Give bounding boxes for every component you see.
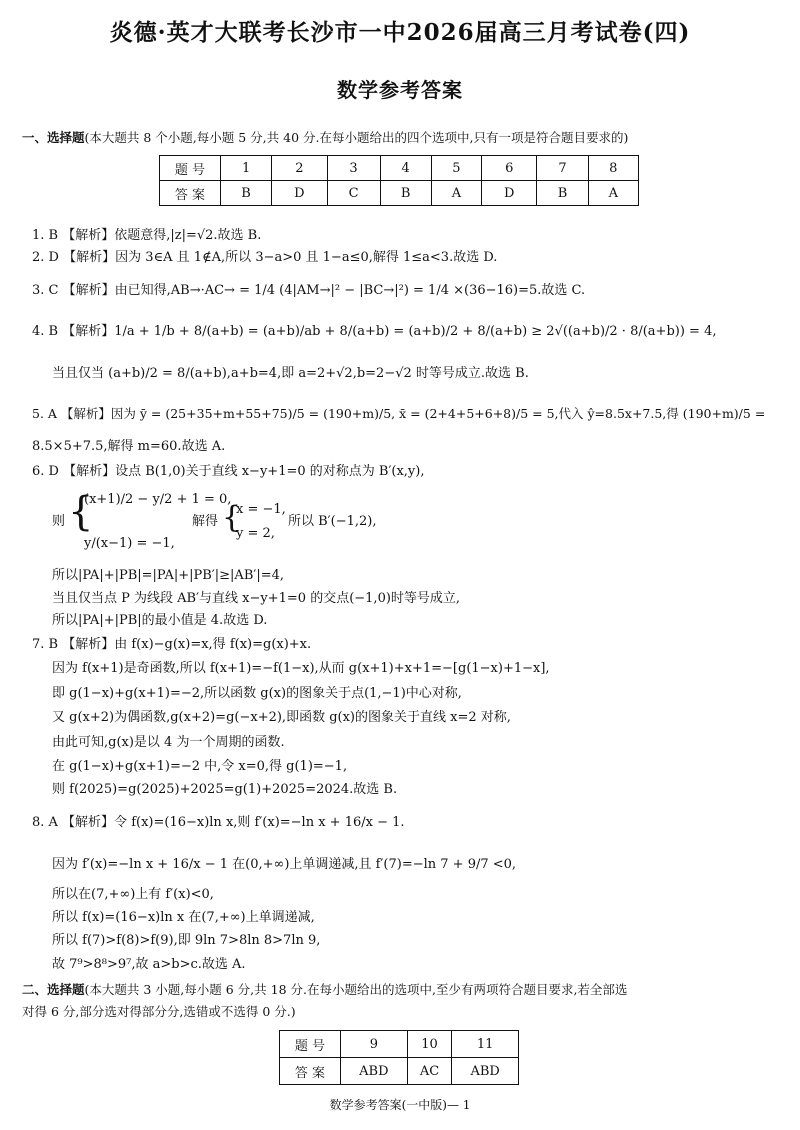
solution-q8-line1: 8. A 【解析】令 f(x)=(16−x)ln x,则 f′(x)=−ln x + 16/x − 1.	[32, 815, 405, 830]
table-cell: 6	[482, 156, 537, 181]
solution-q4-line1: 4. B 【解析】1/a + 1/b + 8/(a+b) = (a+b)/ab + 8/(a+b) = (a+b)/2 + 8/(a+b) ≥ 2√((a+b)/2 · 8/(a+b)) = 4,	[32, 324, 717, 339]
table-row-answers	[280, 1058, 519, 1085]
table-cell: C	[327, 181, 380, 206]
table-header-cell: 答 案	[160, 181, 221, 206]
solution-q6-line2: 所以|PA|+|PB|=|PA|+|PB′|≥|AB′|=4,	[52, 568, 284, 583]
solution-q6-result-y: y = 2,	[236, 526, 275, 541]
solution-q6-system-eq1: (x+1)/2 − y/2 + 1 = 0,	[84, 492, 232, 507]
section1-heading: 一、选择题	[22, 130, 85, 145]
solution-q3: 3. C 【解析】由已知得,AB→·AC→ = 1/4 (4|AM→|² − |BC→|²) = 1/4 ×(36−16)=5.故选 C.	[32, 283, 586, 298]
table-cell: AC	[407, 1058, 452, 1085]
solution-q4-line2: 当且仅当 (a+b)/2 = 8/(a+b),a+b=4,即 a=2+√2,b=2−√2 时等号成立.故选 B.	[52, 366, 529, 381]
solution-q5-line1: 5. A 【解析】因为 ȳ = (25+35+m+55+75)/5 = (190+m)/5, x̄ = (2+4+5+6+8)/5 = 5,代入 ŷ=8.5x+7.5,得 (190+m)/5 =	[32, 406, 766, 421]
solution-q7-line5: 由此可知,g(x)是以 4 为一个周期的函数.	[52, 735, 285, 750]
solution-q8-line6: 故 7⁹>8⁸>9⁷,故 a>b>c.故选 A.	[52, 957, 246, 972]
table-cell: D	[482, 181, 537, 206]
table-cell: 5	[431, 156, 481, 181]
table-cell: 4	[380, 156, 431, 181]
left-brace-icon: {	[68, 489, 94, 535]
section2-description-cont: 对得 6 分,部分选对得部分分,选错或不选得 0 分.)	[22, 1004, 296, 1019]
section2-heading-line	[22, 980, 780, 1000]
solution-q7-line7: 则 f(2025)=g(2025)+2025=g(1)+2025=2024.故选 B.	[52, 782, 398, 797]
page-title: 炎德·英才大联考长沙市一中2026届高三月考试卷(四)	[109, 19, 691, 46]
solution-q1: 1. B 【解析】依题意得,|z|=√2.故选 B.	[32, 228, 262, 243]
section1-description: (本大题共 8 个小题,每小题 5 分,共 40 分.在每小题给出的四个选项中,只有一项是符合题目要求的)	[84, 130, 629, 145]
table-cell: 1	[221, 156, 272, 181]
table-row-numbers	[160, 156, 639, 181]
section2-heading: 二、选择题	[22, 982, 85, 997]
solution-q8-line2: 因为 f′(x)=−ln x + 16/x − 1 在(0,+∞)上单调递减,且 f′(7)=−ln 7 + 9/7 <0,	[52, 857, 517, 872]
table-header-cell: 答 案	[280, 1058, 341, 1085]
solution-q2: 2. D 【解析】因为 3∈A 且 1∉A,所以 3−a>0 且 1−a≤0,解得 1≤a<3.故选 D.	[32, 250, 498, 265]
left-brace-icon: {	[222, 500, 242, 535]
solution-q7-line4: 又 g(x+2)为偶函数,g(x+2)=g(−x+2),即函数 g(x)的图象关于直线 x=2 对称,	[52, 710, 511, 725]
table-cell: B	[221, 181, 272, 206]
solution-q7-line6: 在 g(1−x)+g(x+1)=−2 中,令 x=0,得 g(1)=−1,	[52, 759, 348, 774]
table-header-cell: 题 号	[280, 1031, 341, 1058]
solution-q6-result-x: x = −1,	[236, 502, 286, 517]
table-cell: 7	[537, 156, 588, 181]
solution-q8-line4: 所以 f(x)=(16−x)ln x 在(7,+∞)上单调递减,	[52, 910, 315, 925]
table-cell: ABD	[452, 1058, 519, 1085]
solution-q8-line3: 所以在(7,+∞)上有 f′(x)<0,	[52, 887, 214, 902]
table-cell: 9	[341, 1031, 408, 1058]
section1-answer-table	[159, 155, 639, 206]
table-header-cell: 题 号	[160, 156, 221, 181]
solution-q8-line5: 所以 f(7)>f(8)>f(9),即 9ln 7>8ln 8>7ln 9,	[52, 933, 321, 948]
table-cell: 2	[272, 156, 327, 181]
table-cell: D	[272, 181, 327, 206]
table-cell: 8	[588, 156, 638, 181]
solution-q7-line3: 即 g(1−x)+g(x+1)=−2,所以函数 g(x)的图象关于点(1,−1)中心对称,	[52, 686, 462, 701]
solution-q6-solve: 解得	[192, 514, 219, 529]
table-row-answers	[160, 181, 639, 206]
solution-q7-line1: 7. B 【解析】由 f(x)−g(x)=x,得 f(x)=g(x)+x.	[32, 637, 312, 652]
solution-q5-line2: 8.5×5+7.5,解得 m=60.故选 A.	[32, 439, 226, 454]
table-cell: 3	[327, 156, 380, 181]
solution-q6-line3: 当且仅当点 P 为线段 AB′与直线 x−y+1=0 的交点(−1,0)时等号成立,	[52, 591, 461, 606]
section2-answer-table	[279, 1030, 519, 1085]
solution-q6-line1: 6. D 【解析】设点 B(1,0)关于直线 x−y+1=0 的对称点为 B′(x,y),	[32, 464, 425, 479]
solution-q6-system-eq2: y/(x−1) = −1,	[84, 536, 175, 551]
table-cell: 10	[407, 1031, 452, 1058]
table-cell: 11	[452, 1031, 519, 1058]
table-row-numbers	[280, 1031, 519, 1058]
solution-q7-line2: 因为 f(x+1)是奇函数,所以 f(x+1)=−f(1−x),从而 g(x+1)+x+1=−[g(1−x)+1−x],	[52, 661, 550, 676]
table-cell: A	[588, 181, 638, 206]
section2-description: (本大题共 3 小题,每小题 6 分,共 18 分.在每小题给出的选项中,至少有两项符合题目要求,若全部选	[84, 982, 628, 997]
table-cell: B	[537, 181, 588, 206]
page-footer: 数学参考答案(一中版)— 1	[329, 1098, 471, 1112]
table-cell: ABD	[341, 1058, 408, 1085]
page-subtitle: 数学参考答案	[337, 78, 463, 102]
table-cell: A	[431, 181, 481, 206]
solution-q6-line4: 所以|PA|+|PB|的最小值是 4.故选 D.	[52, 613, 268, 628]
solution-q6-point: 所以 B′(−1,2),	[288, 514, 377, 529]
table-cell: B	[380, 181, 431, 206]
solution-q6-then: 则	[52, 514, 66, 529]
section1-heading-line	[22, 128, 780, 148]
